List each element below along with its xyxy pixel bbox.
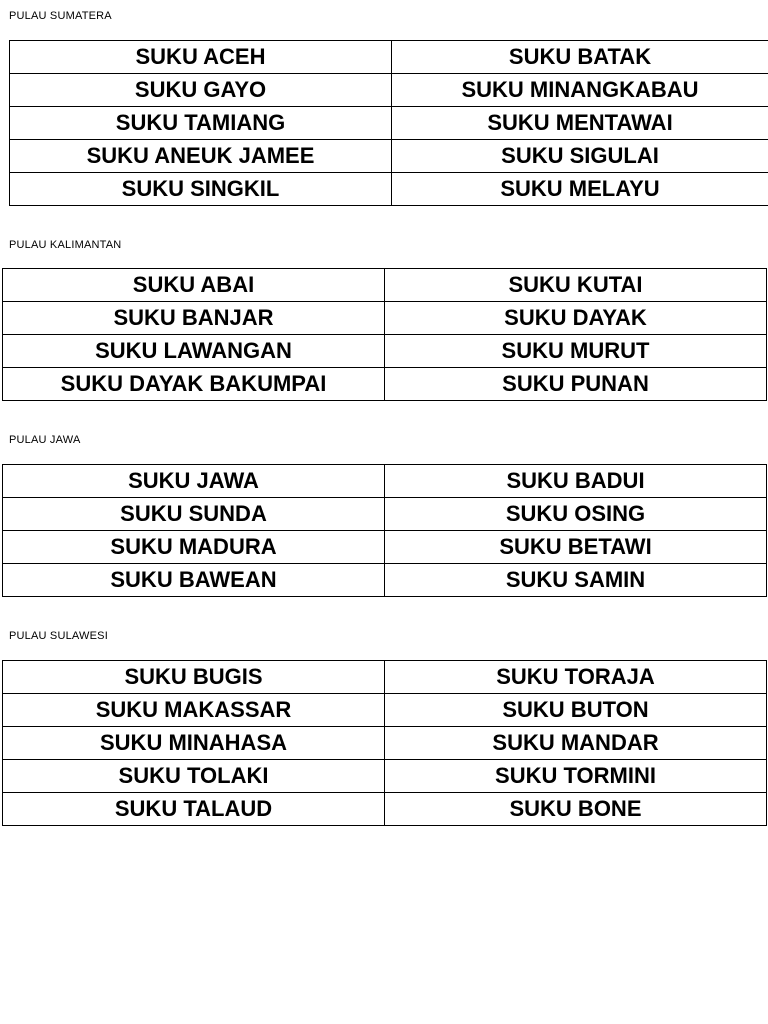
suku-cell: SUKU TALAUD [3,793,385,826]
table-sulawesi [2,660,767,826]
table-row [10,41,768,74]
section-label-sumatera: PULAU SUMATERA [9,10,112,22]
suku-cell: SUKU TAMIANG [10,107,392,140]
suku-cell: SUKU MELAYU [392,173,768,206]
suku-cell: SUKU ACEH [10,41,392,74]
suku-cell: SUKU SAMIN [385,564,767,597]
table-row [3,727,767,760]
table-row [3,465,767,498]
suku-cell: SUKU BANJAR [3,302,385,335]
suku-cell: SUKU GAYO [10,74,392,107]
suku-cell: SUKU BAWEAN [3,564,385,597]
table-row [10,173,768,206]
table-row [10,107,768,140]
suku-cell: SUKU OSING [385,498,767,531]
suku-cell: SUKU BUTON [385,694,767,727]
suku-cell: SUKU SUNDA [3,498,385,531]
suku-cell: SUKU LAWANGAN [3,335,385,368]
table-sumatera [9,40,768,206]
suku-cell: SUKU TORAJA [385,661,767,694]
suku-cell: SUKU ABAI [3,269,385,302]
table-row [10,74,768,107]
table-row [3,661,767,694]
suku-cell: SUKU MINAHASA [3,727,385,760]
suku-cell: SUKU TOLAKI [3,760,385,793]
suku-cell: SUKU SINGKIL [10,173,392,206]
table-row [3,760,767,793]
table-row [3,498,767,531]
suku-cell: SUKU MANDAR [385,727,767,760]
table-row [3,302,767,335]
suku-cell: SUKU BUGIS [3,661,385,694]
suku-cell: SUKU DAYAK BAKUMPAI [3,368,385,401]
suku-cell: SUKU DAYAK [385,302,767,335]
suku-cell: SUKU MINANGKABAU [392,74,768,107]
table-row [3,269,767,302]
table-kalimantan [2,268,767,401]
suku-cell: SUKU BONE [385,793,767,826]
table-row [3,564,767,597]
suku-cell: SUKU BADUI [385,465,767,498]
table-row [3,531,767,564]
suku-cell: SUKU KUTAI [385,269,767,302]
section-label-kalimantan: PULAU KALIMANTAN [9,239,122,251]
suku-cell: SUKU SIGULAI [392,140,768,173]
suku-cell: SUKU ANEUK JAMEE [10,140,392,173]
table-row [3,694,767,727]
table-row [3,335,767,368]
suku-cell: SUKU BETAWI [385,531,767,564]
table-row [10,140,768,173]
table-row [3,368,767,401]
suku-cell: SUKU TORMINI [385,760,767,793]
suku-cell: SUKU JAWA [3,465,385,498]
suku-cell: SUKU PUNAN [385,368,767,401]
suku-cell: SUKU MAKASSAR [3,694,385,727]
suku-cell: SUKU BATAK [392,41,768,74]
section-label-sulawesi: PULAU SULAWESI [9,630,108,642]
suku-cell: SUKU MENTAWAI [392,107,768,140]
suku-cell: SUKU MURUT [385,335,767,368]
table-row [3,793,767,826]
suku-cell: SUKU MADURA [3,531,385,564]
table-jawa [2,464,767,597]
section-label-jawa: PULAU JAWA [9,434,81,446]
